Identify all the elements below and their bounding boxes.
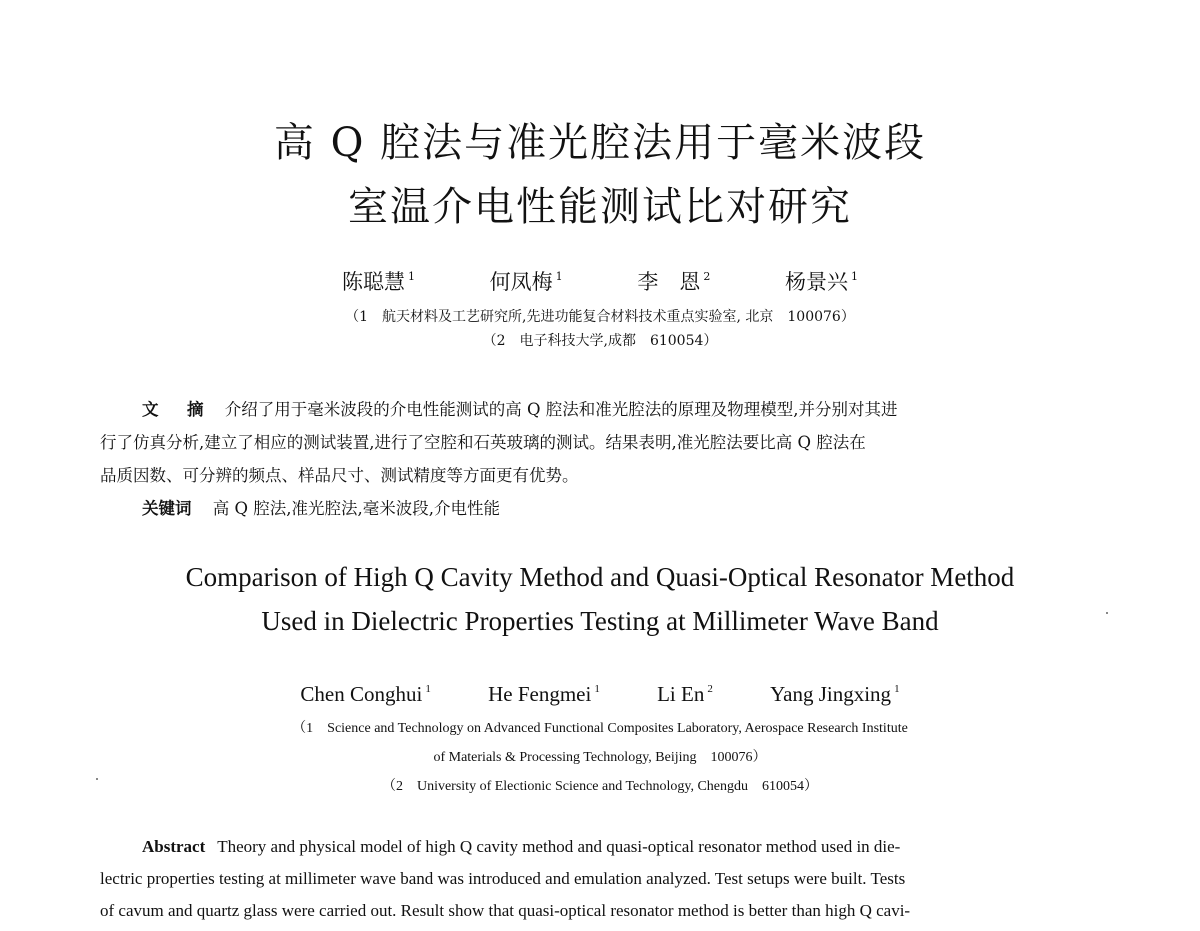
en-author: Li En $^2$ (657, 682, 713, 706)
cn-author: 杨景兴 $^1$ (785, 270, 859, 294)
cn-authors (0, 266, 1200, 296)
scan-speck (1106, 612, 1108, 614)
en-affiliation-1: （1 Science and Technology on Advanced Functional Composites Laboratory, Aerospace Research Institute (292, 721, 908, 736)
scan-speck (96, 778, 98, 780)
en-abstract (100, 831, 1100, 927)
en-affiliation-2: （2 University of Electionic Science and Technology, Chengdu 610054） (381, 779, 819, 794)
cn-affiliations (0, 305, 1200, 353)
cn-affiliation-2: （2 电子科技大学,成都 610054） (482, 333, 718, 349)
cn-author: 何凤梅 $^1$ (489, 270, 563, 294)
en-abstract-line: lectric properties testing at millimeter wave band was introduced and emulation analyzed. Test setups were built. Tests (100, 869, 906, 888)
cn-keywords-label: 关键词 (142, 499, 192, 518)
en-affiliation-1b: of Materials & Processing Technology, Beijing 100076） (433, 750, 767, 765)
cn-abstract-line: 行了仿真分析,建立了相应的测试装置,进行了空腔和石英玻璃的测试。结果表明,准光腔法要比高 Q 腔法在 (100, 433, 866, 452)
cn-title-line-1: 高 Q 腔法与准光腔法用于毫米波段 (273, 120, 927, 166)
en-title-line-1: Comparison of High Q Cavity Method and Quasi-Optical Resonator Method (185, 562, 1015, 592)
cn-abstract-label: 文 摘 (142, 400, 210, 419)
en-author: Chen Conghui $^1$ (300, 682, 431, 706)
cn-title (0, 116, 1200, 234)
cn-affiliation-1: （1 航天材料及工艺研究所,先进功能复合材料技术重点实验室, 北京 100076） (345, 309, 855, 325)
en-affiliations (0, 714, 1200, 801)
cn-abstract-line: 文 摘 介绍了用于毫米波段的介电性能测试的高 Q 腔法和准光腔法的原理及物理模型,并分别对其进 (142, 400, 898, 419)
en-author: He Fengmei $^1$ (488, 682, 600, 706)
en-abstract-line: Abstract Theory and physical model of high Q cavity method and quasi-optical resonator method used in die- (142, 837, 901, 856)
cn-keywords (100, 492, 1100, 525)
cn-title-line-2: 室温介电性能测试比对研究 (348, 184, 852, 230)
en-abstract-label: Abstract (142, 837, 206, 856)
en-abstract-line: of cavum and quartz glass were carried out. Result show that quasi-optical resonator method is better than high Q cavi- (100, 901, 911, 920)
cn-keywords-text: 高 Q 腔法,准光腔法,毫米波段,介电性能 (212, 499, 501, 518)
cn-abstract (100, 393, 1100, 525)
en-author: Yang Jingxing $^1$ (770, 682, 900, 706)
cn-author: 李 恩 $^2$ (637, 270, 711, 294)
en-title (0, 555, 1200, 643)
en-authors (0, 682, 1200, 707)
en-title-line-2: Used in Dielectric Properties Testing at Millimeter Wave Band (261, 606, 939, 636)
cn-abstract-line: 品质因数、可分辨的频点、样品尺寸、测试精度等方面更有优势。 (100, 466, 579, 485)
cn-author: 陈聪慧 $^1$ (341, 270, 415, 294)
